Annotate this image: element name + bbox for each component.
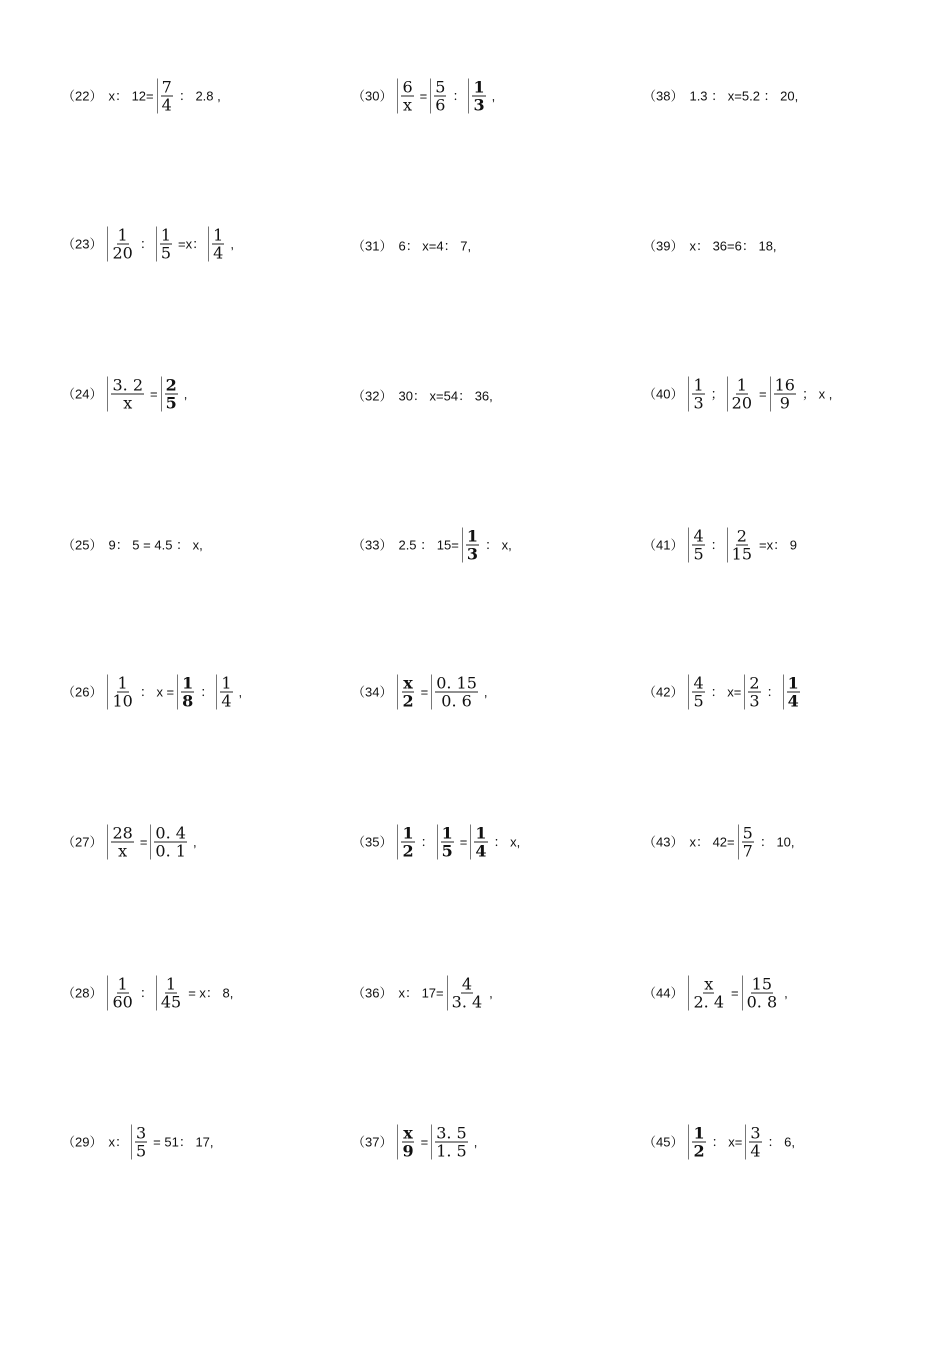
problem-p23 <box>62 227 236 262</box>
fraction-numerator: x <box>403 673 413 693</box>
fraction <box>437 825 457 860</box>
fraction-numerator: 6 <box>402 77 413 97</box>
equation-text: = <box>459 834 468 850</box>
equation-text: = <box>139 834 148 850</box>
equation-text: ： <box>200 684 214 700</box>
fraction <box>107 675 136 710</box>
fraction <box>738 825 757 860</box>
equation-text: = x： 8, <box>188 985 234 1001</box>
fraction <box>727 377 756 412</box>
fraction-numerator: 1 <box>402 823 414 843</box>
equation-text: , <box>491 88 496 104</box>
equation-text: x： 17= <box>398 985 444 1001</box>
fraction <box>727 528 756 563</box>
equation-text: =x： <box>178 236 206 252</box>
problem-p42 <box>643 675 804 710</box>
fraction-numerator: 1 <box>221 673 232 693</box>
fraction-denominator: 0. 8 <box>746 992 778 1012</box>
fraction-numerator: 1 <box>787 673 799 693</box>
fraction-denominator: 9 <box>402 1141 414 1161</box>
fraction <box>688 528 707 563</box>
fraction-denominator: 0. 1 <box>155 841 186 861</box>
equation-text: ： <box>766 684 780 700</box>
fraction <box>107 377 147 412</box>
equation-text: ： x = <box>139 684 175 700</box>
equation-text: ： <box>452 88 466 104</box>
fraction-denominator: 5 <box>160 243 172 263</box>
fraction-numerator: 4 <box>461 974 472 994</box>
equation-text: =x： 9 <box>759 537 797 553</box>
problem-p22 <box>62 79 223 114</box>
fraction-numerator: 1 <box>182 673 194 693</box>
fraction <box>157 79 176 114</box>
fraction <box>744 675 763 710</box>
problem-number: （28） <box>62 985 103 1001</box>
fraction <box>397 1125 417 1160</box>
fraction-numerator: 1 <box>117 974 128 994</box>
equation-text: ； x , <box>801 386 833 402</box>
problem-p40 <box>643 377 834 412</box>
fraction <box>688 675 707 710</box>
problem-p41 <box>643 528 799 563</box>
problem-number: （42） <box>643 684 684 700</box>
equation-text: , <box>230 236 234 252</box>
fraction-numerator: 1 <box>213 225 224 245</box>
problem-p28 <box>62 976 235 1011</box>
fraction-denominator: 0. 6 <box>441 691 472 711</box>
fraction-denominator: 3 <box>473 95 485 115</box>
fraction <box>107 976 136 1011</box>
equation-text: = 51： 17, <box>153 1134 214 1150</box>
equation-text: x： <box>108 1134 128 1150</box>
problem-p25 <box>62 539 205 552</box>
fraction-denominator: 4 <box>221 691 232 711</box>
fraction-denominator: 6 <box>435 95 446 115</box>
equation-text: , <box>238 684 243 700</box>
equation-text: ： 6, <box>767 1134 795 1150</box>
problem-number: （24） <box>62 386 103 402</box>
fraction-denominator: 2 <box>402 691 414 711</box>
problem-number: （38） <box>643 88 684 104</box>
problem-number: （35） <box>352 834 393 850</box>
problem-number: （34） <box>352 684 393 700</box>
fraction <box>397 79 416 114</box>
problem-p26 <box>62 675 244 710</box>
problem-number: （23） <box>62 236 103 252</box>
problem-number: （33） <box>352 537 393 553</box>
fraction <box>470 825 490 860</box>
fraction-numerator: 3 <box>135 1123 147 1143</box>
fraction <box>688 1125 708 1160</box>
fraction-numerator: 2 <box>736 526 747 546</box>
fraction-denominator: 15 <box>731 544 753 564</box>
problem-p32 <box>352 390 495 403</box>
equation-text: , <box>483 684 488 700</box>
fraction-numerator: 1 <box>160 225 172 245</box>
fraction <box>107 825 136 860</box>
problem-p37 <box>352 1125 479 1160</box>
problem-number: （36） <box>352 985 393 1001</box>
fraction-denominator: 1. 5 <box>436 1141 467 1161</box>
fraction-numerator: 5 <box>435 77 446 97</box>
problem-p27 <box>62 825 199 860</box>
fraction <box>783 675 803 710</box>
problem-number: （40） <box>643 386 684 402</box>
fraction <box>107 227 136 262</box>
fraction-denominator: 60 <box>112 992 133 1012</box>
problem-p33 <box>352 528 514 563</box>
fraction-denominator: x <box>403 95 413 115</box>
problem-p29 <box>62 1125 216 1160</box>
fraction <box>397 675 417 710</box>
fraction <box>150 825 190 860</box>
fraction-numerator: 3 <box>750 1123 761 1143</box>
problem-p44 <box>643 976 790 1011</box>
fraction <box>742 976 782 1011</box>
fraction <box>430 79 449 114</box>
problem-number: （29） <box>62 1134 103 1150</box>
fraction-numerator: 1 <box>165 974 177 994</box>
equation-text: = <box>420 1134 429 1150</box>
equation-text: , <box>192 834 197 850</box>
fraction-denominator: 5 <box>693 544 704 564</box>
problem-p43 <box>643 825 797 860</box>
fraction-denominator: 3. 4 <box>451 992 483 1012</box>
fraction-denominator: 4 <box>750 1141 761 1161</box>
fraction-numerator: x <box>403 1123 413 1143</box>
fraction-numerator: 1 <box>693 1123 705 1143</box>
equation-text: , <box>489 985 493 1001</box>
fraction-numerator: 1 <box>117 673 128 693</box>
equation-text: ： x, <box>484 537 512 553</box>
problem-p45 <box>643 1125 797 1160</box>
fraction-denominator: 9 <box>779 393 790 413</box>
fraction-numerator: 1 <box>693 375 704 395</box>
fraction-numerator: 5 <box>742 823 753 843</box>
fraction-numerator: 0. 15 <box>436 673 477 693</box>
problem-p35 <box>352 825 522 860</box>
fraction-denominator: 5 <box>165 393 177 413</box>
fraction <box>156 976 185 1011</box>
equation-text: ： <box>139 236 153 252</box>
fraction-numerator: x <box>704 974 714 994</box>
problem-p30 <box>352 79 497 114</box>
fraction <box>397 825 417 860</box>
fraction-denominator: x <box>123 393 133 413</box>
fraction <box>447 976 487 1011</box>
fraction-numerator: 28 <box>112 823 133 843</box>
fraction <box>688 976 728 1011</box>
problem-p34 <box>352 675 490 710</box>
fraction-denominator: 5 <box>441 841 453 861</box>
fraction-numerator: 16 <box>774 375 795 395</box>
fraction <box>156 227 175 262</box>
problem-number: （44） <box>643 985 684 1001</box>
fraction-denominator: 7 <box>742 841 753 861</box>
fraction-denominator: 5 <box>693 691 704 711</box>
fraction-denominator: 4 <box>161 95 172 115</box>
fraction-denominator: 2 <box>693 1141 705 1161</box>
problem-number: （32） <box>352 388 393 404</box>
fraction-denominator: 4 <box>787 691 799 711</box>
equation-text: ： 10, <box>759 834 795 850</box>
fraction-numerator: 0. 4 <box>155 823 186 843</box>
fraction-numerator: 7 <box>161 77 172 97</box>
fraction <box>770 377 799 412</box>
problem-number: （22） <box>62 88 103 104</box>
equation-text: ： <box>710 537 724 553</box>
fraction-denominator: 20 <box>112 243 133 263</box>
equation-text: , <box>473 1134 478 1150</box>
equation-text: = <box>731 985 739 1001</box>
equation-text: ： 2.8 , <box>178 88 221 104</box>
equation-text: 9： 5 = 4.5 ： x, <box>108 537 203 553</box>
equation-text: ： x= <box>711 1134 743 1150</box>
problem-number: （45） <box>643 1134 684 1150</box>
fraction-denominator: 3 <box>466 544 478 564</box>
fraction-denominator: 45 <box>160 992 182 1012</box>
fraction-denominator: 20 <box>731 393 753 413</box>
fraction <box>688 377 707 412</box>
equation-text: ： <box>420 834 434 850</box>
fraction <box>216 675 235 710</box>
equation-text: 1.3 ： x=5.2 ： 20, <box>689 88 799 104</box>
problem-p31 <box>352 240 473 253</box>
fraction-numerator: 1 <box>441 823 453 843</box>
fraction-numerator: 1 <box>466 526 478 546</box>
equation-text: ： x, <box>493 834 521 850</box>
equation-text: x： 12= <box>108 88 154 104</box>
problem-number: （25） <box>62 537 103 553</box>
fraction <box>468 79 488 114</box>
fraction-denominator: 4 <box>213 243 224 263</box>
fraction-denominator: 2. 4 <box>693 992 724 1012</box>
fraction <box>161 377 181 412</box>
fraction-numerator: 4 <box>693 673 704 693</box>
equation-text: 30： x=54： 36, <box>398 388 493 404</box>
fraction-denominator: 10 <box>112 691 133 711</box>
fraction-denominator: 4 <box>475 841 487 861</box>
fraction-denominator: x <box>118 841 128 861</box>
fraction-denominator: 8 <box>182 691 194 711</box>
equation-text: = <box>420 684 429 700</box>
equation-text: = <box>419 88 428 104</box>
fraction-numerator: 1 <box>117 225 128 245</box>
fraction-denominator: 5 <box>135 1141 147 1161</box>
fraction-denominator: 3 <box>693 393 704 413</box>
fraction <box>745 1125 764 1160</box>
fraction-numerator: 4 <box>693 526 704 546</box>
equation-text: 6： x=4： 7, <box>398 238 472 254</box>
problem-p36 <box>352 976 495 1011</box>
equation-text: , <box>784 985 788 1001</box>
equation-text: , <box>183 386 188 402</box>
fraction <box>462 528 482 563</box>
fraction <box>177 675 197 710</box>
equation-text: x： 42= <box>689 834 735 850</box>
fraction <box>131 1125 150 1160</box>
fraction-numerator: 2 <box>749 673 760 693</box>
fraction-denominator: 3 <box>749 691 760 711</box>
equation-text: = <box>759 386 767 402</box>
problem-number: （37） <box>352 1134 393 1150</box>
problem-number: （26） <box>62 684 103 700</box>
fraction <box>431 675 481 710</box>
equation-text: 2.5 ： 15= <box>398 537 459 553</box>
problem-number: （27） <box>62 834 103 850</box>
problem-number: （31） <box>352 238 393 254</box>
problem-number: （41） <box>643 537 684 553</box>
equation-text: ； <box>710 386 724 402</box>
fraction-numerator: 1 <box>475 823 487 843</box>
problem-p39 <box>643 240 779 253</box>
problem-number: （30） <box>352 88 393 104</box>
fraction-numerator: 3. 5 <box>436 1123 467 1143</box>
fraction <box>208 227 227 262</box>
fraction-numerator: 3. 2 <box>112 375 143 395</box>
fraction-denominator: 2 <box>402 841 414 861</box>
fraction <box>431 1125 471 1160</box>
fraction-numerator: 1 <box>736 375 747 395</box>
problem-number: （39） <box>643 238 684 254</box>
equation-text: ： <box>139 985 153 1001</box>
fraction-numerator: 15 <box>751 974 773 994</box>
problem-p38 <box>643 90 800 103</box>
fraction-numerator: 2 <box>165 375 177 395</box>
problem-number: （43） <box>643 834 684 850</box>
equation-text: ： x= <box>710 684 742 700</box>
problem-p24 <box>62 377 189 412</box>
equation-text: = <box>150 386 158 402</box>
equation-text: x： 36=6： 18, <box>689 238 777 254</box>
fraction-numerator: 1 <box>473 77 485 97</box>
